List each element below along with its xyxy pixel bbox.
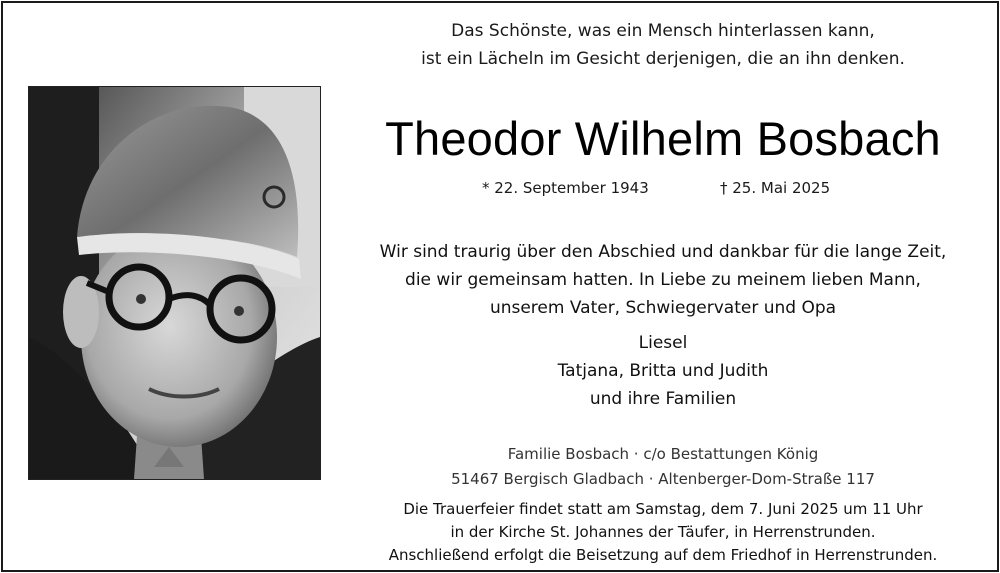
birth-date: * 22. September 1943 bbox=[482, 179, 649, 197]
funeral-line-1: Die Trauerfeier findet statt am Samstag, dem 7. Juni 2025 um 11 Uhr bbox=[403, 500, 923, 518]
address-line-2: 51467 Bergisch Gladbach · Altenberger-Dom-Straße 117 bbox=[451, 470, 875, 488]
death-date: † 25. Mai 2025 bbox=[720, 179, 831, 197]
funeral-line-2: in der Kirche St. Johannes der Täufer, in Herrenstrunden. bbox=[450, 523, 876, 541]
mourner-line-1: Liesel bbox=[638, 333, 688, 353]
mourner-line-2: Tatjana, Britta und Judith bbox=[557, 361, 769, 381]
condolence-message bbox=[343, 238, 983, 322]
message-line-1: Wir sind traurig über den Abschied und dankbar für die lange Zeit, bbox=[379, 242, 947, 262]
address-line-1: Familie Bosbach · c/o Bestattungen König bbox=[507, 445, 819, 463]
obituary-frame bbox=[1, 1, 999, 572]
quote-line-1: Das Schönste, was ein Mensch hinterlassen kann, bbox=[451, 21, 875, 41]
funeral-line-3: Anschließend erfolgt die Beisetzung auf dem Friedhof in Herrenstrunden. bbox=[388, 546, 938, 564]
contact-address bbox=[343, 442, 983, 492]
funeral-info bbox=[343, 498, 983, 567]
message-line-2: die wir gemeinsam hatten. In Liebe zu meinem lieben Mann, bbox=[405, 270, 921, 290]
mourner-line-3: und ihre Familien bbox=[589, 389, 737, 409]
mourners bbox=[343, 329, 983, 413]
quote-line-2: ist ein Lächeln im Gesicht derjenigen, die an ihn denken. bbox=[421, 49, 905, 69]
deceased-name: Theodor Wilhelm Bosbach bbox=[385, 112, 941, 165]
message-line-3: unserem Vater, Schwiegervater und Opa bbox=[489, 298, 837, 318]
portrait-photo bbox=[28, 86, 321, 480]
quote bbox=[343, 17, 983, 73]
